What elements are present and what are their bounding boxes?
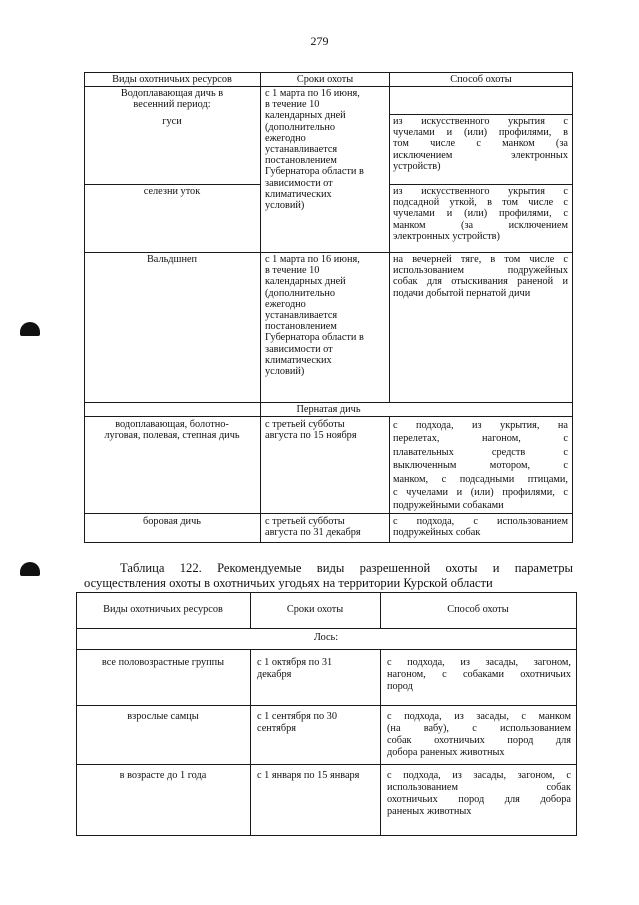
woodcock-resource: Вальдшнеп (146, 254, 198, 265)
moose-section: Лось: (313, 632, 339, 643)
table-caption: Таблица 122. Рекомендуемые виды разрешенной охоты и параметры осуществления охоты в охотничьих угодьях на территории Курской области (84, 561, 573, 590)
moose-young-method: с подхода, из засады, загоном, с использованием собак охотничьих пород для добора раненых животных (387, 770, 571, 817)
waterfowl-resource: водоплавающая, болотно- луговая, полевая, степная дичь (104, 419, 240, 442)
waterfowl-method: с подхода, из укрытия, на перелетах, нагоном, с плавательных средств с выключенным мотором, с манком, с подсадными птицами, с чучелами и (или) профилями, с подружейными собаками (393, 420, 568, 512)
woodcock-method: на вечерней тяге, в том числе с использованием подружейных собак для отыскивания раненой и подачи добытой пернатой дичи (393, 254, 568, 299)
table1-header-method: Способ охоты (450, 74, 512, 85)
geese-method: из искусственного укрытия с чучелами и (или) профилями, в том числе с манком (за исключением электронных устройств) (393, 116, 568, 172)
waterfowl-spring-resource: Водоплавающая дичь в весенний период: (120, 88, 224, 111)
moose-all-term: с 1 октября по 31 декабря (257, 657, 333, 680)
table2-header-terms: Сроки охоты (286, 604, 344, 615)
woodcock-term: с 1 марта по 16 июня, в течение 10 календарных дней (дополнительно ежегодно устанавливается постановлением Губернатора области в зависимости от климатических условий) (265, 254, 364, 378)
moose-all-method: с подхода, из засады, загоном, нагоном, с собаками охотничьих пород (387, 657, 571, 692)
moose-all-resource: все половозрастные группы (101, 657, 225, 668)
table2-header-resources: Виды охотничьих ресурсов (103, 604, 223, 615)
punch-hole-mark (20, 562, 40, 576)
punch-hole-mark (20, 322, 40, 336)
page-number: 279 (310, 34, 329, 48)
geese-resource: гуси (162, 116, 182, 127)
feathered-game-section: Пернатая дичь (296, 404, 361, 415)
table1-header-terms: Сроки охоты (296, 74, 354, 85)
forest-game-resource: боровая дичь (143, 516, 201, 527)
table1-header-resources: Виды охотничьих ресурсов (112, 74, 232, 85)
moose-males-method: с подхода, из засады, с манком (на вабу), с использованием собак охотничьих пород для добора раненых животных (387, 711, 571, 758)
moose-males-term: с 1 сентября по 30 сентября (257, 711, 337, 734)
moose-young-term: с 1 января по 15 января (257, 770, 360, 781)
waterfowl-spring-term: с 1 марта по 16 июня, в течение 10 календарных дней (дополнительно ежегодно устанавливается постановлением Губернатора области в зависимости от климатических условий) (265, 88, 364, 212)
moose-males-resource: взрослые самцы (127, 711, 199, 722)
waterfowl-term: с третьей субботы августа по 15 ноября (265, 419, 357, 442)
drakes-resource: селезни уток (143, 186, 201, 197)
forest-game-term: с третьей субботы августа по 31 декабря (265, 516, 361, 539)
table2-header-method: Способ охоты (447, 604, 509, 615)
moose-young-resource: в возрасте до 1 года (119, 770, 207, 781)
forest-game-method: с подхода, с использованием подружейных собак (393, 516, 568, 539)
drakes-method: из искусственного укрытия с подсадной уткой, в том числе с чучелами и (или) профилями, с манком (за исключением электронных устройств) (393, 186, 568, 242)
